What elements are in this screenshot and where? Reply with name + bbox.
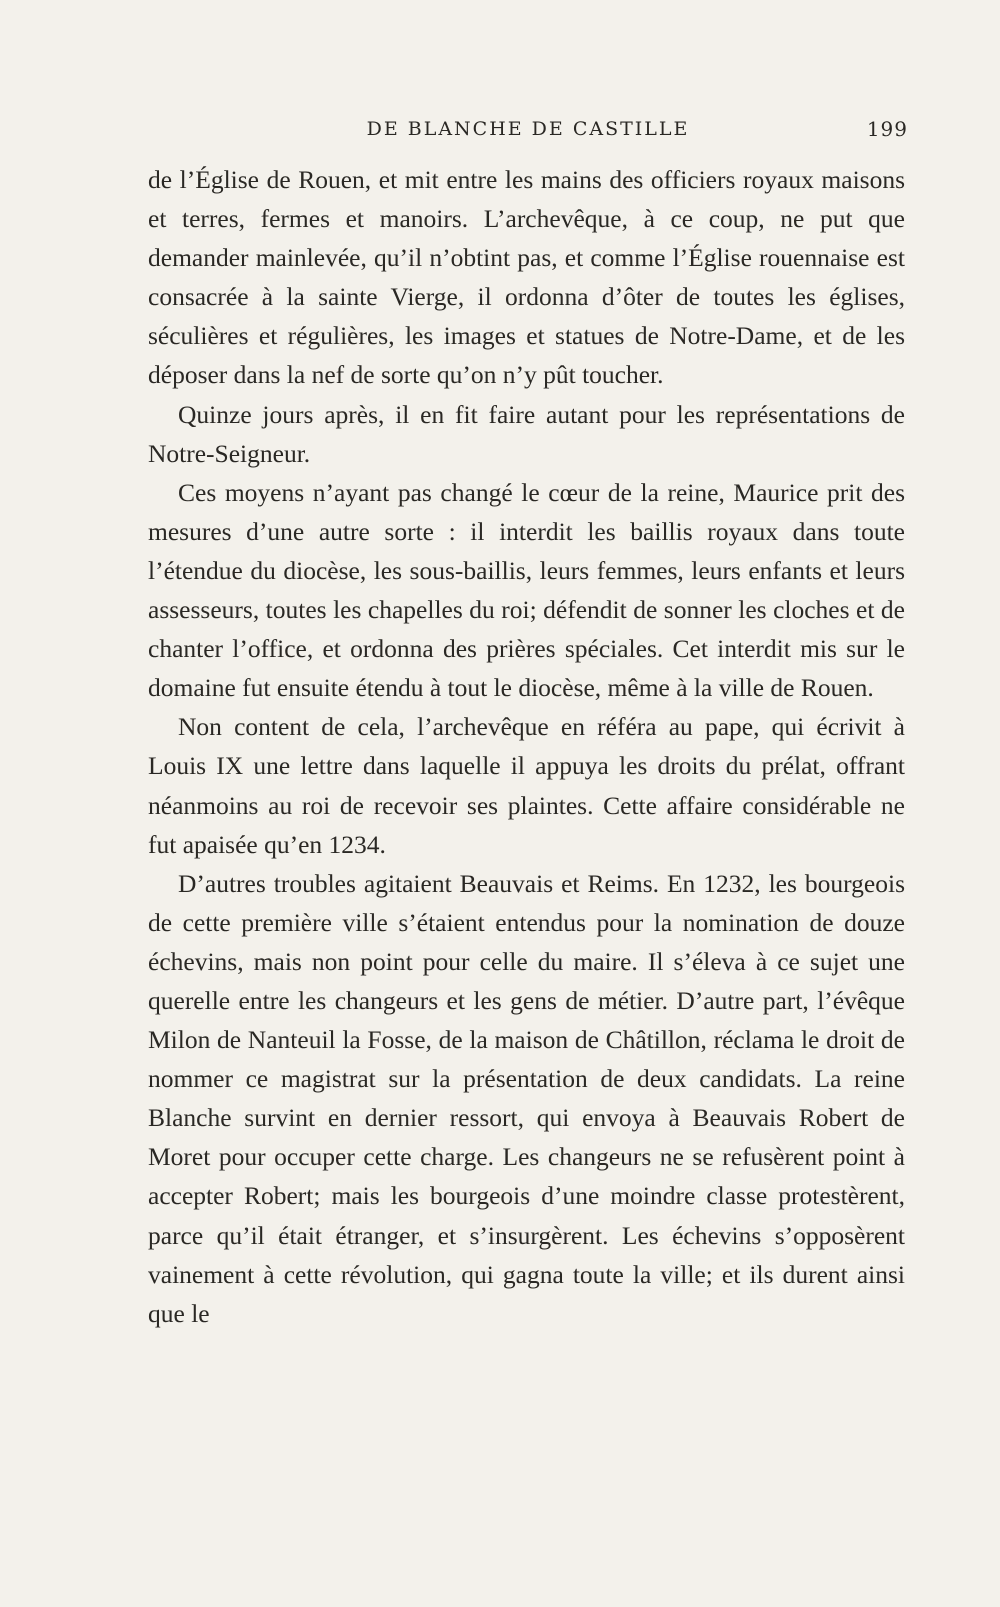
paragraph: D’autres troubles agitaient Beauvais et Reims. En 1232, les bourgeois de cette première ville s’étaient entendus pour la nomination de douze échevins, mais non point pour celle du maire. Il s’éleva à ce sujet une querelle entre les changeurs et les gens de métier. D’autre part, l’évêque Milon de Nanteuil la Fosse, de la maison de Châtillon, réclama le droit de nommer ce magistrat sur la présentation de deux candidats. La reine Blanche survint en dernier ressort, qui envoya à Beauvais Robert de Moret pour occuper cette charge. Les changeurs ne se refusèrent point à accepter Robert; mais les bourgeois d’une moindre classe protestèrent, parce qu’il était étranger, et s’insurgèrent. Les échevins s’opposèrent vainement à cette révolution, qui gagna toute la ville; et ils durent ainsi que le — [148, 868, 905, 1328]
paragraph: Non content de cela, l’archevêque en référa au pape, qui écrivit à Louis IX une lettre dans laquelle il appuya les droits du prélat, offrant néanmoins au roi de recevoir ses plaintes. Cette affaire considérable ne fut apaisée qu’en 1234. — [148, 712, 905, 859]
running-title: DE BLANCHE DE CASTILLE — [366, 118, 690, 140]
paragraph-continued: de l’Église de Rouen, et mit entre les mains des officiers royaux maisons et terres, fermes et manoirs. L’archevêque, à ce coup, ne put que demander mainlevée, qu’il n’obtint pas, et comme l’Église rouennaise est consacrée à la sainte Vierge, il ordonna d’ôter de toutes les églises, séculières et régulières, les images et statues de Notre-Dame, et de les déposer dans la nef de sorte qu’on n’y pût toucher. — [148, 165, 905, 390]
paragraph: Ces moyens n’ayant pas changé le cœur de la reine, Maurice prit des mesures d’une autre sorte : il interdit les baillis royaux dans toute l’étendue du diocèse, les sous-baillis, leurs femmes, leurs enfants et leurs assesseurs, toutes les chapelles du roi; défendit de sonner les cloches et de chanter l’office, et ordonna des prières spéciales. Cet interdit mis sur le domaine fut ensuite étendu à tout le diocèse, même à la ville de Rouen. — [148, 477, 905, 703]
body-text — [148, 160, 905, 1333]
page-number: 199 — [866, 117, 908, 141]
paragraph: Quinze jours après, il en fit faire autant pour les représentations de Notre-Seigneur. — [148, 399, 905, 468]
running-header — [148, 116, 908, 146]
